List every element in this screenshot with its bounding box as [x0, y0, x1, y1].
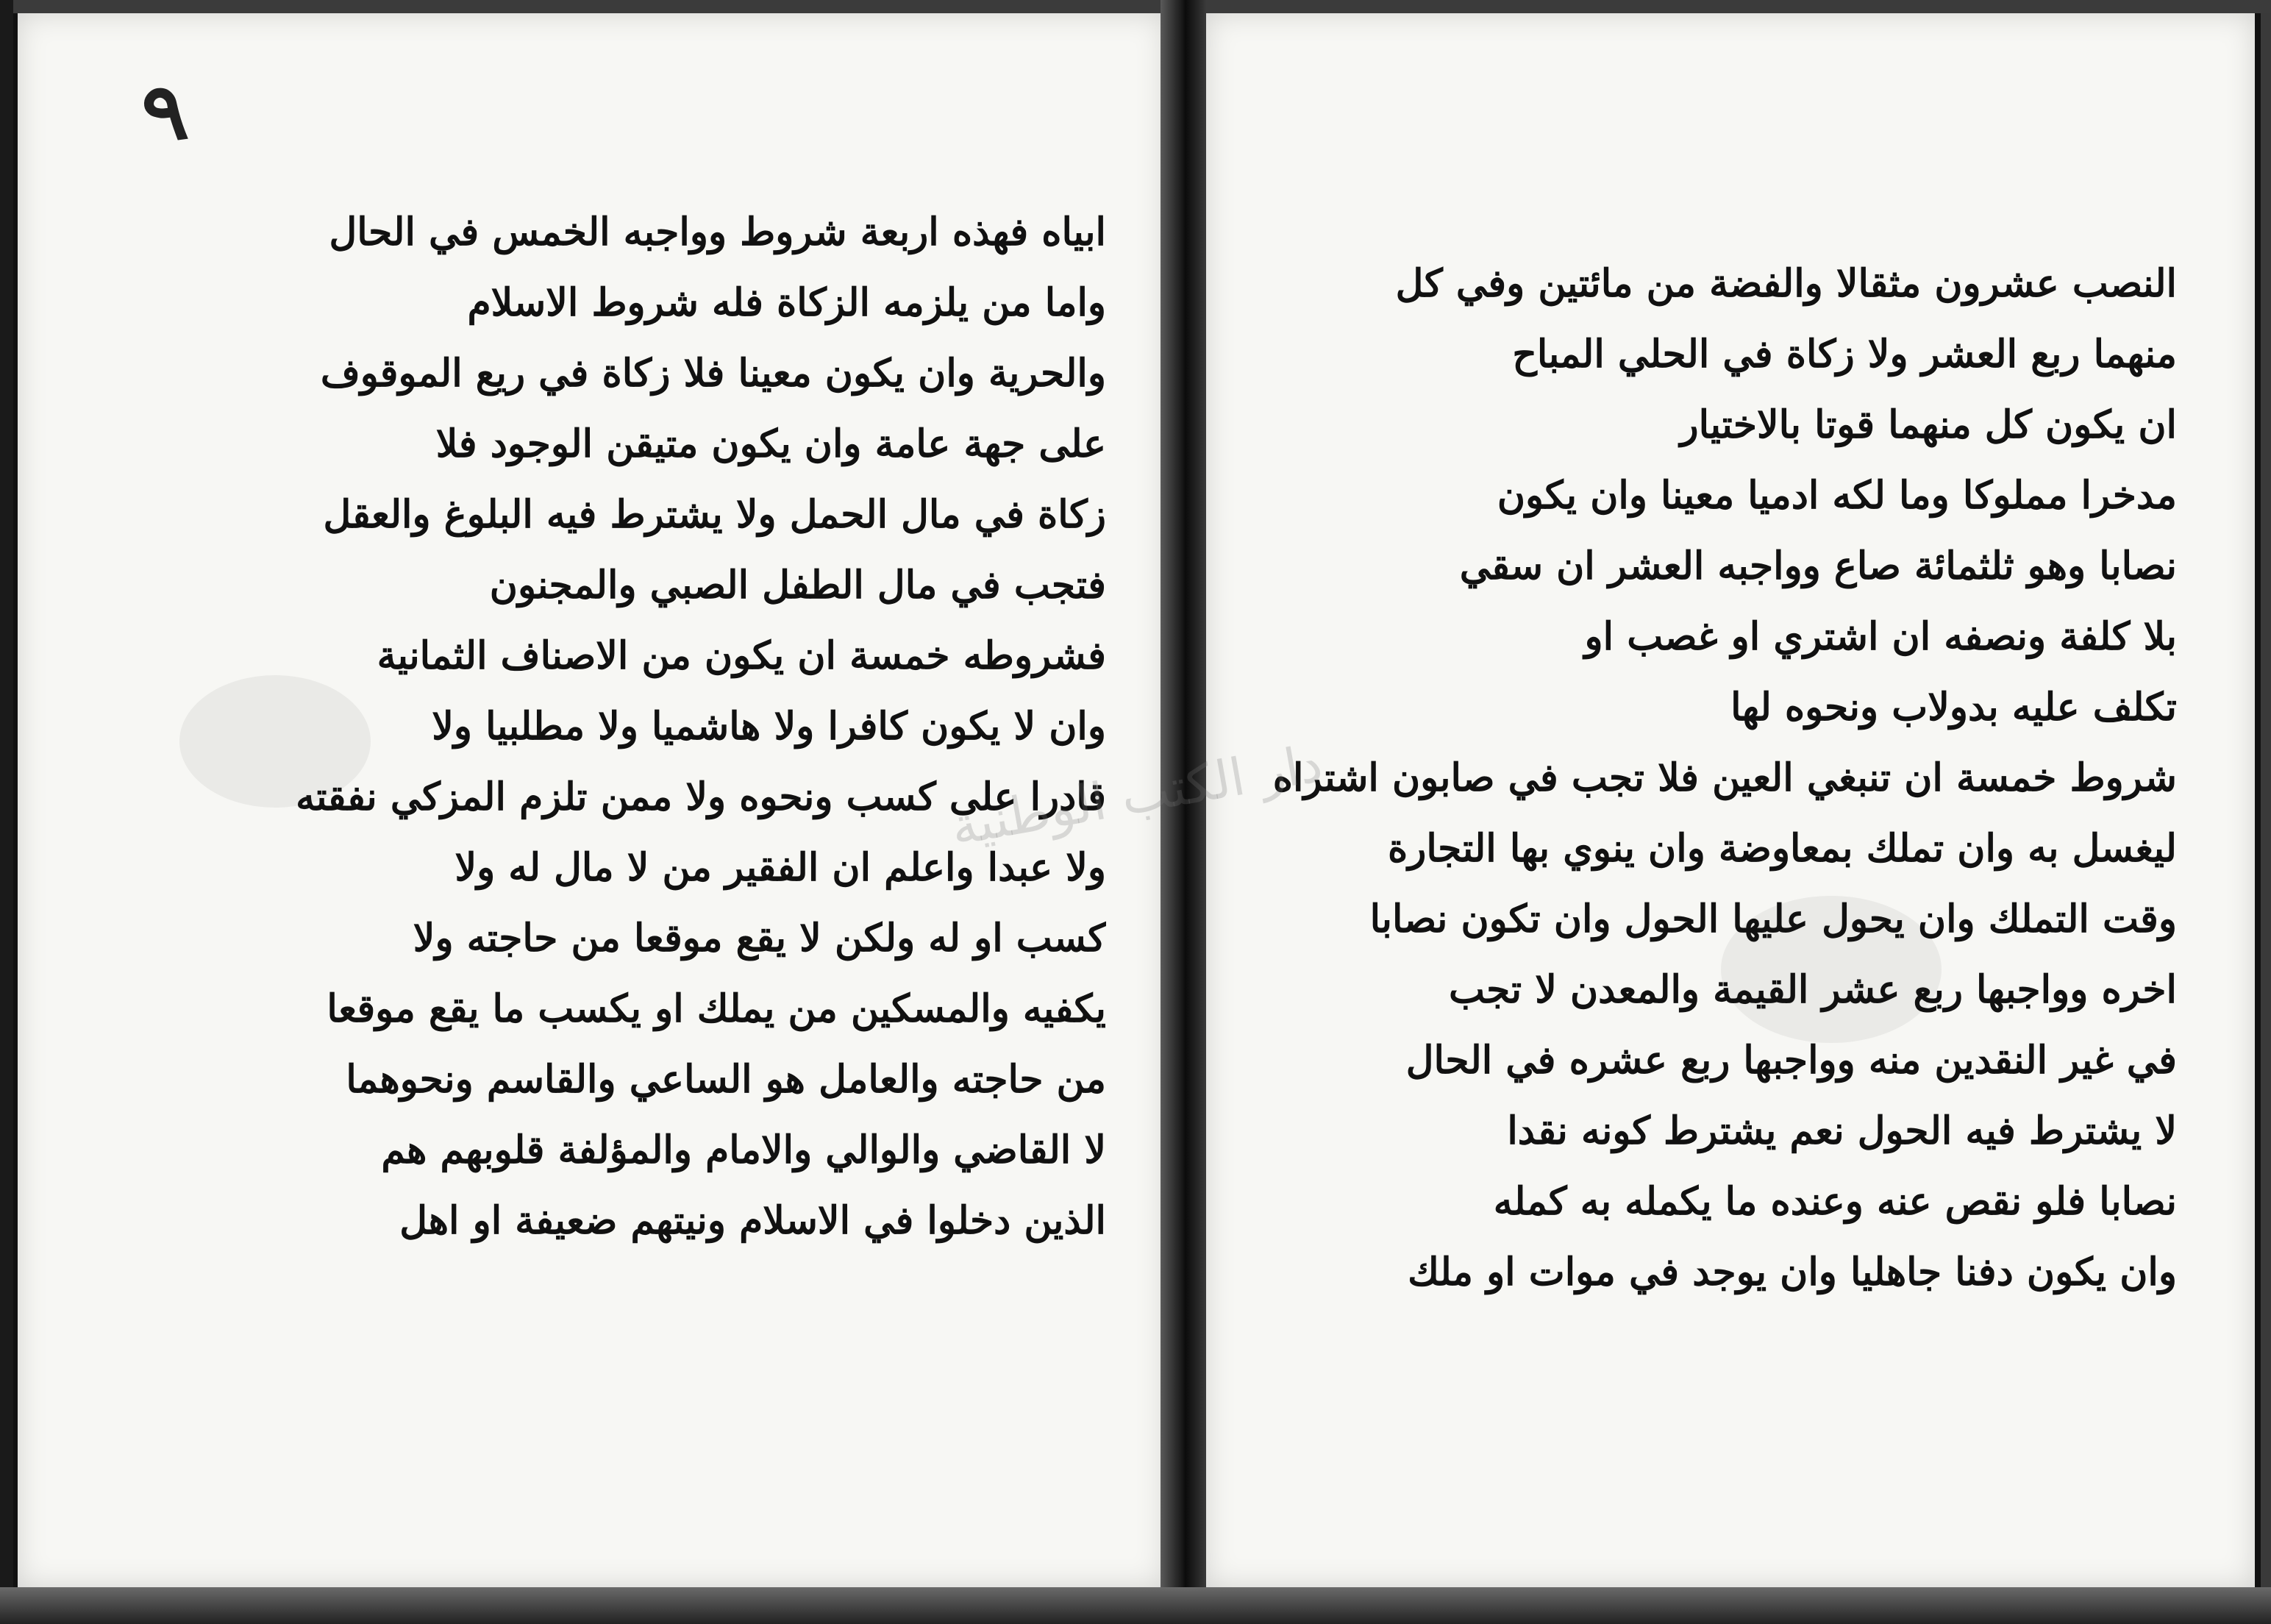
- text-line: وان لا يكون كافرا ولا هاشميا ولا مطلبيا ولا: [432, 704, 1106, 749]
- text-line: الذين دخلوا في الاسلام ونيتهم ضعيفة او اهل: [399, 1198, 1106, 1243]
- text-line: يكفيه والمسكين من يملك او يكسب ما يقع موقعا: [327, 986, 1106, 1031]
- left-edge: [0, 0, 13, 1624]
- right-page-text: [1250, 249, 2177, 1308]
- text-line: ولا عبدا واعلم ان الفقير من لا مال له ولا: [454, 845, 1106, 890]
- text-line: تكلف عليه بدولاب ونحوه لها: [1730, 685, 2177, 730]
- text-line: شروط خمسة ان تنبغي العين فلا تجب في صابون اشتراه: [1272, 755, 2177, 800]
- text-line: في غير النقدين منه وواجبها ربع عشره في الحال: [1405, 1038, 2177, 1083]
- text-line: زكاة في مال الحمل ولا يشترط فيه البلوغ والعقل: [323, 492, 1106, 537]
- text-line: النصب عشرون مثقالا والفضة من مائتين وفي كل: [1395, 261, 2177, 306]
- text-line: ليغسل به وان تملك بمعاوضة وان ينوي بها التجارة: [1387, 826, 2177, 871]
- left-page-text: [268, 197, 1106, 1256]
- text-line: نصابا فلو نقص عنه وعنده ما يكمله به كمله: [1493, 1179, 2177, 1224]
- top-edge: [0, 0, 2271, 13]
- library-watermark: دار الكتب الوطنية: [946, 733, 1327, 858]
- text-line: فشروطه خمسة ان يكون من الاصناف الثمانية: [377, 633, 1106, 678]
- folio-number: ٩: [136, 62, 193, 163]
- text-line: ان يكون كل منهما قوتا بالاختيار: [1680, 402, 2177, 447]
- text-line: على جهة عامة وان يكون متيقن الوجود فلا: [435, 421, 1106, 466]
- text-line: منهما ربع العشر ولا زكاة في الحلي المباح: [1512, 332, 2177, 377]
- text-line: وقت التملك وان يحول عليها الحول وان تكون نصابا: [1369, 897, 2177, 941]
- text-line: واما من يلزمه الزكاة فله شروط الاسلام: [467, 280, 1106, 325]
- bottom-edge: [0, 1587, 2271, 1624]
- text-line: بلا كلفة ونصفه ان اشتري او غصب او: [1584, 614, 2177, 659]
- text-line: اخره وواجبها ربع عشر القيمة والمعدن لا تجب: [1449, 967, 2177, 1012]
- text-line: لا القاضي والوالي والامام والمؤلفة قلوبهم هم: [381, 1128, 1106, 1172]
- text-line: والحرية وان يكون معينا فلا زكاة في ريع الموقوف: [320, 351, 1106, 396]
- text-line: فتجب في مال الطفل الصبي والمجنون: [489, 563, 1106, 608]
- right-page: [1206, 13, 2261, 1587]
- text-line: قادرا على كسب ونحوه ولا ممن تلزم المزكي نفقته: [296, 774, 1106, 819]
- text-line: كسب او له ولكن لا يقع موقعا من حاجته ولا: [413, 916, 1106, 961]
- text-line: وان يكون دفنا جاهليا وان يوجد في موات او ملك: [1408, 1250, 2177, 1294]
- text-line: نصابا وهو ثلثمائة صاع وواجبه العشر ان سقي: [1459, 544, 2177, 588]
- text-line: ابياه فهذه اربعة شروط وواجبه الخمس في الحال: [329, 210, 1106, 254]
- text-line: مدخرا مملوكا وما لكه ادميا معينا وان يكون: [1497, 473, 2177, 518]
- text-line: من حاجته والعامل هو الساعي والقاسم ونحوهما: [346, 1057, 1106, 1102]
- text-line: لا يشترط فيه الحول نعم يشترط كونه نقدا: [1507, 1108, 2177, 1153]
